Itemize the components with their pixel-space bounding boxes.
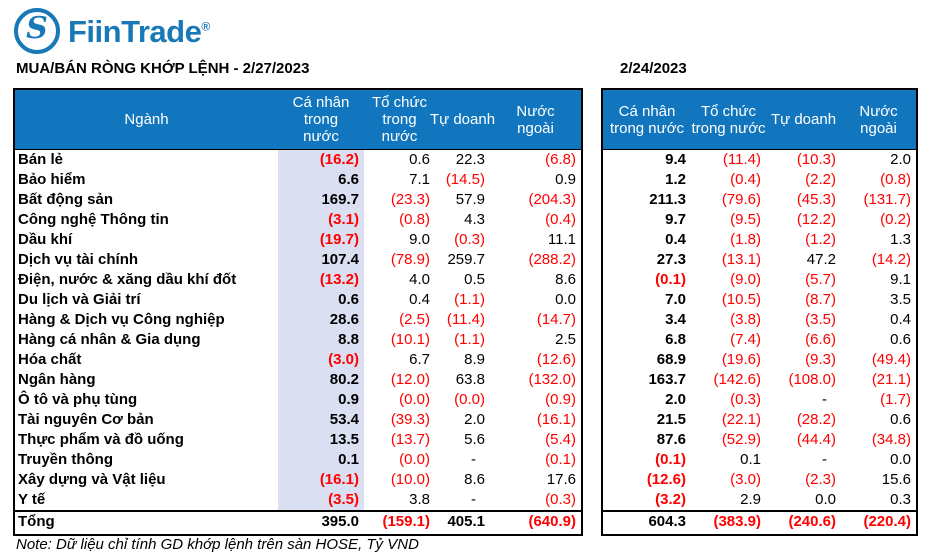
table-row[interactable] — [15, 330, 581, 350]
sector-name: Ngân hàng — [18, 371, 96, 388]
value-cell: 9.1 — [890, 271, 911, 288]
column-header-sector: Ngành — [124, 111, 169, 128]
sector-name: Bất động sản — [18, 191, 114, 208]
value-cell: (11.4) — [446, 311, 485, 328]
table-header — [603, 90, 916, 150]
table-row[interactable] — [603, 270, 916, 290]
value-cell: 13.5 — [278, 430, 364, 450]
total-value-cell: (240.6) — [788, 513, 836, 530]
value-cell: (23.3) — [390, 191, 430, 208]
value-cell: 107.4 — [278, 250, 364, 270]
value-cell: (0.8) — [880, 171, 911, 188]
value-cell: (0.3) — [454, 231, 485, 248]
column-header: Tự doanh — [429, 111, 496, 128]
table-row[interactable] — [603, 150, 916, 170]
table-body — [603, 150, 916, 510]
value-cell: (3.5) — [278, 490, 364, 510]
value-cell: 0.3 — [890, 491, 911, 508]
value-cell: (0.4) — [545, 211, 576, 228]
value-cell: 0.4 — [665, 231, 686, 248]
value-cell: (10.0) — [390, 471, 430, 488]
value-cell: (3.0) — [730, 471, 761, 488]
value-cell: (14.2) — [871, 251, 911, 268]
value-cell: 2.0 — [464, 411, 485, 428]
value-cell: (132.0) — [528, 371, 576, 388]
value-cell: (0.2) — [880, 211, 911, 228]
value-cell: 9.0 — [409, 231, 430, 248]
value-cell: 0.6 — [890, 411, 911, 428]
column-header: Tự doanh — [770, 111, 837, 128]
net-flow-table-current — [13, 88, 583, 536]
value-cell: 17.6 — [546, 471, 576, 488]
sector-name: Tài nguyên Cơ bản — [18, 411, 154, 428]
value-cell: 3.4 — [665, 311, 686, 328]
table-row[interactable] — [15, 310, 581, 330]
table-row[interactable] — [15, 250, 581, 270]
total-value-cell: (383.9) — [713, 513, 761, 530]
table-row[interactable] — [603, 450, 916, 470]
value-cell: (1.8) — [730, 231, 761, 248]
value-cell: - — [822, 391, 827, 408]
table-row[interactable] — [15, 450, 581, 470]
table-row[interactable] — [15, 390, 581, 410]
value-cell: 8.6 — [555, 271, 576, 288]
value-cell: (16.2) — [278, 150, 364, 170]
value-cell: 0.6 — [278, 290, 364, 310]
value-cell: (12.6) — [646, 471, 686, 488]
value-cell: (49.4) — [871, 351, 911, 368]
column-header: Tổ chức trong nước — [691, 102, 766, 137]
value-cell: (78.9) — [390, 251, 430, 268]
value-cell: (1.1) — [454, 331, 485, 348]
value-cell: (2.5) — [399, 311, 430, 328]
sector-name: Hàng & Dịch vụ Công nghiệp — [18, 311, 225, 328]
total-value-cell: 604.3 — [648, 513, 686, 530]
total-value-cell: (640.9) — [528, 513, 576, 530]
value-cell: 0.1 — [740, 451, 761, 468]
value-cell: (22.1) — [721, 411, 761, 428]
value-cell: 53.4 — [278, 410, 364, 430]
value-cell: (131.7) — [863, 191, 911, 208]
value-cell: (3.2) — [655, 491, 686, 508]
brand-name-wrap — [68, 13, 210, 49]
value-cell: 0.9 — [555, 171, 576, 188]
value-cell: 7.0 — [665, 291, 686, 308]
value-cell: 3.8 — [409, 491, 430, 508]
value-cell: (0.9) — [545, 391, 576, 408]
value-cell: 57.9 — [455, 191, 485, 208]
fiintrade-logo — [14, 8, 210, 54]
value-cell: 80.2 — [278, 370, 364, 390]
table-row[interactable] — [15, 210, 581, 230]
table-row[interactable] — [603, 390, 916, 410]
value-cell: (21.1) — [871, 371, 911, 388]
value-cell: (14.5) — [445, 171, 485, 188]
sector-name: Hàng cá nhân & Gia dụng — [18, 331, 201, 348]
value-cell: (16.1) — [278, 470, 364, 490]
table-row[interactable] — [603, 170, 916, 190]
total-row — [603, 510, 916, 534]
value-cell: (14.7) — [536, 311, 576, 328]
table-row[interactable] — [603, 290, 916, 310]
value-cell: (1.7) — [880, 391, 911, 408]
table-row[interactable] — [603, 490, 916, 510]
value-cell: 2.0 — [665, 391, 686, 408]
sector-name: Ô tô và phụ tùng — [18, 391, 138, 408]
value-cell: (6.8) — [545, 151, 576, 168]
value-cell: 1.2 — [665, 171, 686, 188]
value-cell: (0.8) — [399, 211, 430, 228]
logo-monogram: S — [26, 11, 48, 46]
value-cell: (10.3) — [796, 151, 836, 168]
value-cell: (9.3) — [805, 351, 836, 368]
value-cell: (9.0) — [730, 271, 761, 288]
value-cell: (19.7) — [278, 230, 364, 250]
value-cell: 211.3 — [649, 191, 686, 208]
total-value-cell: 395.0 — [321, 513, 359, 530]
value-cell: (13.1) — [721, 251, 761, 268]
table-header — [15, 90, 581, 150]
value-cell: 169.7 — [278, 190, 364, 210]
table-body — [15, 150, 581, 510]
table-row[interactable] — [603, 430, 916, 450]
value-cell: - — [471, 491, 476, 508]
value-cell: (0.1) — [545, 451, 576, 468]
value-cell: (10.1) — [390, 331, 430, 348]
table-row[interactable] — [603, 350, 916, 370]
value-cell: (3.5) — [805, 311, 836, 328]
value-cell: (0.0) — [399, 451, 430, 468]
value-cell: 1.3 — [890, 231, 911, 248]
value-cell: 6.8 — [665, 331, 686, 348]
value-cell: (10.5) — [721, 291, 761, 308]
total-value-cell: (220.4) — [863, 513, 911, 530]
value-cell: (16.1) — [536, 411, 576, 428]
sector-name: Hóa chất — [18, 351, 82, 368]
column-header: Cá nhân trong nước — [609, 102, 685, 137]
value-cell: 0.5 — [464, 271, 485, 288]
value-cell: 9.7 — [665, 211, 686, 228]
table-row[interactable] — [15, 350, 581, 370]
value-cell: 9.4 — [665, 151, 686, 168]
table-row[interactable] — [603, 470, 916, 490]
value-cell: 8.6 — [464, 471, 485, 488]
value-cell: (1.2) — [805, 231, 836, 248]
report-title: MUA/BÁN RÒNG KHỚP LỆNH - 2/27/2023 — [16, 60, 310, 77]
value-cell: (3.8) — [730, 311, 761, 328]
value-cell: 4.0 — [409, 271, 430, 288]
value-cell: 0.9 — [278, 390, 364, 410]
value-cell: 4.3 — [464, 211, 485, 228]
value-cell: (108.0) — [788, 371, 836, 388]
value-cell: 63.8 — [455, 371, 485, 388]
sector-name: Dịch vụ tài chính — [18, 251, 139, 268]
comparison-date-label: 2/24/2023 — [620, 60, 687, 77]
value-cell: (2.3) — [805, 471, 836, 488]
total-value-cell: (159.1) — [382, 513, 430, 530]
sector-name: Bảo hiểm — [18, 171, 86, 188]
sector-name: Công nghệ Thông tin — [18, 211, 169, 228]
table-row[interactable] — [603, 330, 916, 350]
value-cell: 27.3 — [656, 251, 686, 268]
value-cell: 7.1 — [409, 171, 430, 188]
table-row[interactable] — [15, 490, 581, 510]
value-cell: 68.9 — [656, 351, 686, 368]
value-cell: (7.4) — [730, 331, 761, 348]
value-cell: (3.0) — [278, 350, 364, 370]
brand-name: FiinTrade — [68, 13, 202, 49]
value-cell: 8.9 — [464, 351, 485, 368]
value-cell: (6.6) — [805, 331, 836, 348]
value-cell: (2.2) — [805, 171, 836, 188]
table-row[interactable] — [15, 470, 581, 490]
value-cell: (79.6) — [721, 191, 761, 208]
sector-name: Du lịch và Giải trí — [18, 291, 141, 308]
value-cell: 0.0 — [555, 291, 576, 308]
sector-name: Thực phẩm và đồ uống — [18, 431, 184, 448]
table-row[interactable] — [603, 310, 916, 330]
registered-mark: ® — [201, 19, 210, 34]
sector-name: Dầu khí — [18, 231, 73, 248]
column-header: Nước ngoài — [516, 102, 555, 137]
value-cell: 6.7 — [409, 351, 430, 368]
value-cell: (52.9) — [721, 431, 761, 448]
table-row[interactable] — [603, 410, 916, 430]
value-cell: 0.6 — [409, 151, 430, 168]
value-cell: - — [822, 451, 827, 468]
value-cell: (12.2) — [796, 211, 836, 228]
table-row[interactable] — [15, 150, 581, 170]
table-row[interactable] — [603, 230, 916, 250]
value-cell: 0.4 — [890, 311, 911, 328]
value-cell: (13.2) — [278, 270, 364, 290]
sector-name: Xây dựng và Vật liệu — [18, 471, 166, 488]
value-cell: (5.7) — [805, 271, 836, 288]
value-cell: (0.0) — [454, 391, 485, 408]
table-row[interactable] — [603, 210, 916, 230]
total-row — [15, 510, 581, 534]
value-cell: 6.6 — [278, 170, 364, 190]
value-cell: (45.3) — [796, 191, 836, 208]
table-row[interactable] — [603, 190, 916, 210]
sector-name: Bán lẻ — [18, 151, 64, 168]
value-cell: (8.7) — [805, 291, 836, 308]
value-cell: 2.5 — [555, 331, 576, 348]
value-cell: (44.4) — [796, 431, 836, 448]
value-cell: 0.4 — [409, 291, 430, 308]
value-cell: 2.9 — [740, 491, 761, 508]
table-row[interactable] — [15, 230, 581, 250]
total-label: Tổng — [18, 513, 55, 530]
table-row[interactable] — [15, 190, 581, 210]
sector-name: Truyền thông — [18, 451, 113, 468]
table-row[interactable] — [15, 410, 581, 430]
value-cell: 11.1 — [547, 231, 576, 248]
value-cell: 259.7 — [447, 251, 485, 268]
value-cell: 163.7 — [648, 371, 686, 388]
value-cell: (39.3) — [390, 411, 430, 428]
table-row[interactable] — [15, 290, 581, 310]
value-cell: (9.5) — [730, 211, 761, 228]
value-cell: (12.0) — [390, 371, 430, 388]
sector-name: Điện, nước & xăng dầu khí đốt — [18, 271, 237, 288]
value-cell: (5.4) — [545, 431, 576, 448]
value-cell: (13.7) — [390, 431, 430, 448]
value-cell: 0.0 — [815, 491, 836, 508]
value-cell: 15.6 — [881, 471, 911, 488]
column-header: Tổ chức trong nước — [371, 94, 428, 145]
value-cell: 47.2 — [806, 251, 836, 268]
value-cell: (34.8) — [871, 431, 911, 448]
value-cell: (11.4) — [722, 151, 761, 168]
value-cell: (0.1) — [655, 451, 686, 468]
value-cell: (28.2) — [796, 411, 836, 428]
value-cell: 0.1 — [278, 450, 364, 470]
column-header: Cá nhân trong nước — [292, 94, 350, 145]
value-cell: 8.8 — [278, 330, 364, 350]
value-cell: 0.0 — [890, 451, 911, 468]
value-cell: 3.5 — [890, 291, 911, 308]
value-cell: 2.0 — [890, 151, 911, 168]
value-cell: (1.1) — [454, 291, 485, 308]
value-cell: 87.6 — [656, 431, 686, 448]
table-row[interactable] — [15, 370, 581, 390]
table-row[interactable] — [15, 170, 581, 190]
total-value-cell: 405.1 — [447, 513, 485, 530]
value-cell: 21.5 — [656, 411, 686, 428]
net-flow-table-previous — [601, 88, 918, 536]
value-cell: (12.6) — [536, 351, 576, 368]
value-cell: (204.3) — [528, 191, 576, 208]
value-cell: (3.1) — [278, 210, 364, 230]
value-cell: (19.6) — [721, 351, 761, 368]
column-header: Nước ngoài — [859, 102, 898, 137]
footnote: Note: Dữ liệu chỉ tính GD khớp lệnh trên sàn HOSE, Tỷ VND — [16, 536, 419, 553]
value-cell: 0.6 — [890, 331, 911, 348]
table-row[interactable] — [603, 250, 916, 270]
value-cell: (0.0) — [399, 391, 430, 408]
value-cell: (0.3) — [545, 491, 576, 508]
value-cell: (0.4) — [730, 171, 761, 188]
table-row[interactable] — [15, 430, 581, 450]
value-cell: 22.3 — [455, 151, 485, 168]
value-cell: 28.6 — [278, 310, 364, 330]
table-row[interactable] — [603, 370, 916, 390]
value-cell: - — [471, 451, 476, 468]
value-cell: (0.1) — [655, 271, 686, 288]
value-cell: (142.6) — [713, 371, 761, 388]
value-cell: (288.2) — [528, 251, 576, 268]
table-row[interactable] — [15, 270, 581, 290]
fiintrade-logo-icon — [14, 8, 60, 54]
value-cell: 5.6 — [464, 431, 485, 448]
value-cell: (0.3) — [730, 391, 761, 408]
sector-name: Y tế — [18, 491, 46, 508]
